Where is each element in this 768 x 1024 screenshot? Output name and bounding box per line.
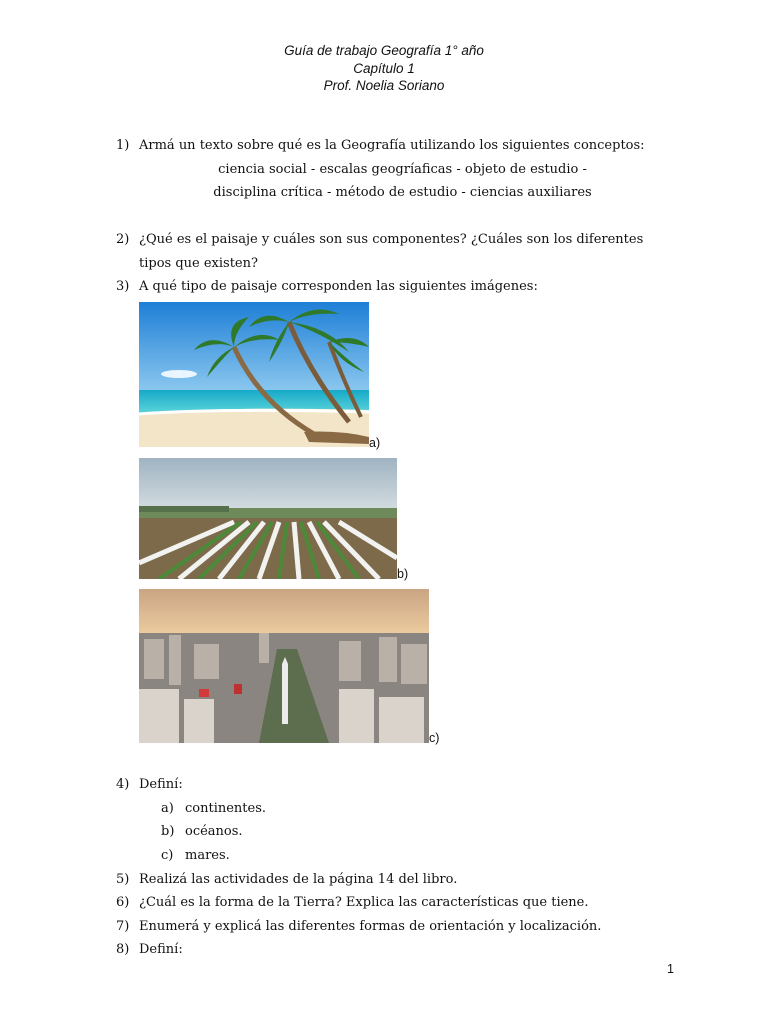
image-c-caption: c) <box>429 731 440 745</box>
question-number: 2) <box>116 232 130 247</box>
field-illustration <box>139 458 397 579</box>
question-4 <box>116 773 696 797</box>
question-text-line-2: tipos que existen? <box>139 255 258 271</box>
question-text: Armá un texto sobre qué es la Geografía utilizando los siguientes conceptos: <box>139 138 645 153</box>
image-field <box>139 458 397 579</box>
question-5 <box>116 868 696 892</box>
question-text: ¿Cuál es la forma de la Tierra? Explica las características que tiene. <box>139 895 589 910</box>
concepts-line-2: disciplina crítica - método de estudio - ciencias auxiliares <box>213 185 592 200</box>
list-letter: c) <box>161 848 174 863</box>
image-beach <box>139 302 369 447</box>
question-6 <box>116 891 696 915</box>
question-number: 1) <box>116 138 130 153</box>
question-7 <box>116 915 696 939</box>
question-3 <box>116 275 696 299</box>
image-city <box>139 589 429 743</box>
question-number: 5) <box>116 872 130 887</box>
question-text-line-1: ¿Qué es el paisaje y cuáles son sus componentes? ¿Cuáles son los diferentes <box>139 232 644 247</box>
list-text: continentes. <box>185 801 267 816</box>
header-chapter: Capítulo 1 <box>353 60 415 76</box>
list-letter: a) <box>161 801 174 816</box>
image-b-caption: b) <box>397 567 409 581</box>
page-number: 1 <box>667 962 674 976</box>
question-text: Enumerá y explicá las diferentes formas de orientación y localización. <box>139 919 602 934</box>
question-1 <box>116 134 696 205</box>
list-item <box>161 844 230 868</box>
list-text: mares. <box>185 848 230 863</box>
list-text: océanos. <box>185 824 243 839</box>
question-8 <box>116 938 696 962</box>
list-item <box>161 820 243 844</box>
concepts-line-1: ciencia social - escalas geogríaficas - objeto de estudio - <box>218 161 587 177</box>
beach-illustration <box>139 302 369 447</box>
header-title: Guía de trabajo Geografía 1° año <box>284 43 484 58</box>
question-number: 4) <box>116 777 130 792</box>
question-2 <box>116 228 696 275</box>
question-number: 8) <box>116 942 130 957</box>
question-text: Definí: <box>139 942 183 957</box>
question-number: 7) <box>116 919 130 934</box>
question-number: 6) <box>116 895 130 910</box>
header-author: Prof. Noelia Soriano <box>323 78 445 93</box>
image-a-caption: a) <box>369 436 381 450</box>
list-item <box>161 797 266 821</box>
question-text: A qué tipo de paisaje corresponden las siguientes imágenes: <box>139 279 538 294</box>
question-number: 3) <box>116 279 130 294</box>
question-text: Realizá las actividades de la página 14 del libro. <box>139 872 458 887</box>
question-text: Definí: <box>139 777 183 792</box>
list-letter: b) <box>161 824 175 839</box>
city-illustration <box>139 589 429 743</box>
document-header <box>0 42 768 95</box>
